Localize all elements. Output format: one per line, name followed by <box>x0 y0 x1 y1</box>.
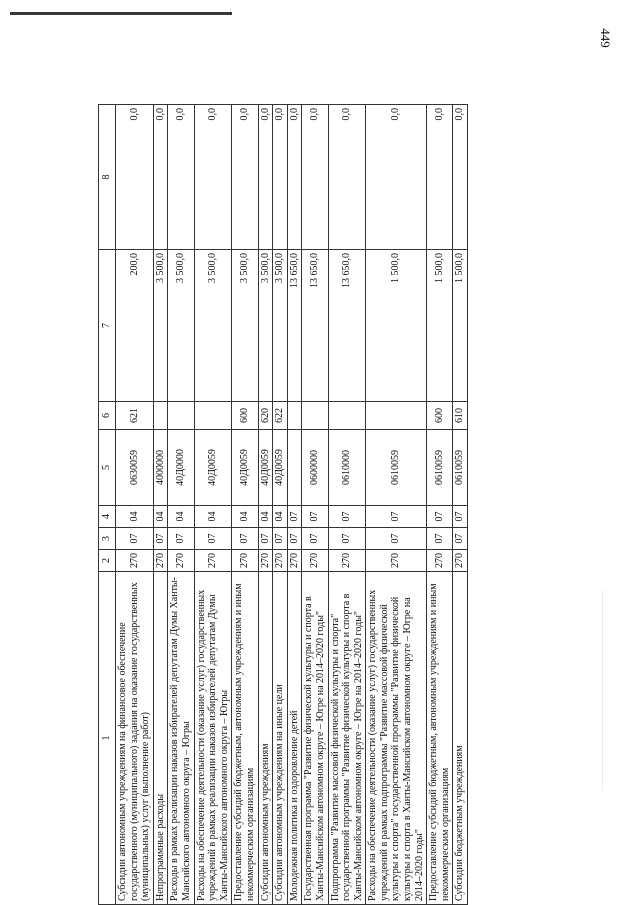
ministry-code: 270 <box>273 550 288 572</box>
table-row <box>273 105 288 905</box>
amount: 3 500,0 <box>194 250 232 402</box>
row-name: Непрограммные расходы <box>153 572 168 905</box>
expense-type-code <box>328 402 366 430</box>
amount: 13 650,0 <box>302 250 328 402</box>
row-name: Субсидии бюджетным учреждениям <box>453 572 468 905</box>
row-name: Молодежная политика и оздоровление детей <box>287 572 302 905</box>
column-header: 3 <box>99 528 116 550</box>
column-number-row <box>99 105 116 905</box>
row-name: Государственная программа "Развитие физической культуры и спорта в Ханты-Мансийском автономном округе – Югре на 2014–2020 годы" <box>302 572 328 905</box>
ministry-code: 270 <box>194 550 232 572</box>
target-article-code: 0610059 <box>427 430 453 506</box>
section-code: 07 <box>232 528 258 550</box>
table-row <box>116 105 154 905</box>
column-header: 4 <box>99 506 116 528</box>
table-row <box>427 105 453 905</box>
amount: 1 500,0 <box>427 250 453 402</box>
column-header: 2 <box>99 550 116 572</box>
target-article-code: 4000000 <box>153 430 168 506</box>
amount-second: 0,0 <box>232 105 258 250</box>
amount-second: 0,0 <box>116 105 154 250</box>
amount-second: 0,0 <box>168 105 194 250</box>
amount: 3 500,0 <box>258 250 273 402</box>
amount-second: 0,0 <box>273 105 288 250</box>
column-header: 1 <box>99 572 116 905</box>
amount: 3 500,0 <box>273 250 288 402</box>
ministry-code: 270 <box>258 550 273 572</box>
amount-second: 0,0 <box>194 105 232 250</box>
amount: 3 500,0 <box>232 250 258 402</box>
table-row <box>328 105 366 905</box>
scan-smudge <box>230 8 231 14</box>
ministry-code: 270 <box>366 550 427 572</box>
subsection-code: 07 <box>366 506 427 528</box>
expense-type-code <box>302 402 328 430</box>
amount: 3 500,0 <box>153 250 168 402</box>
target-article-code: 0600000 <box>302 430 328 506</box>
expense-type-code <box>366 402 427 430</box>
expense-type-code <box>287 402 302 430</box>
scan-top-rule <box>10 12 232 15</box>
section-code: 07 <box>258 528 273 550</box>
amount: 1 500,0 <box>453 250 468 402</box>
row-name: Предоставление субсидий бюджетным, автономным учреждениям и иным некоммерческим организациям <box>427 572 453 905</box>
row-name: Подпрограмма "Развитие массовой физической культуры и спорта" государственной программы "Развитие физической культуры и спорта в Ханты-Мансийском автономном округе – Югре на 2014–2020 годы" <box>328 572 366 905</box>
expense-type-code: 600 <box>427 402 453 430</box>
target-article-code: 40Д0059 <box>273 430 288 506</box>
amount: 1 500,0 <box>366 250 427 402</box>
expense-type-code <box>153 402 168 430</box>
expense-type-code <box>194 402 232 430</box>
amount-second: 0,0 <box>153 105 168 250</box>
section-code: 07 <box>328 528 366 550</box>
table-row <box>168 105 194 905</box>
ministry-code: 270 <box>302 550 328 572</box>
subsection-code: 07 <box>287 506 302 528</box>
subsection-code: 04 <box>168 506 194 528</box>
amount-second: 0,0 <box>287 105 302 250</box>
table-row <box>232 105 258 905</box>
budget-table <box>98 104 468 905</box>
row-name: Расходы на обеспечение деятельности (оказание услуг) государственных учреждений в рамках реализации наказов избирателей депутатам Думы Ханты-Мансийского автономного округа – Югры <box>194 572 232 905</box>
ministry-code: 270 <box>153 550 168 572</box>
subsection-code: 07 <box>302 506 328 528</box>
ministry-code: 270 <box>232 550 258 572</box>
expense-type-code: 621 <box>116 402 154 430</box>
target-article-code: 0610059 <box>453 430 468 506</box>
subsection-code: 04 <box>258 506 273 528</box>
ministry-code: 270 <box>328 550 366 572</box>
row-name: Расходы на обеспечение деятельности (оказание услуг) государственных учреждений в рамках подпрограммы "Развитие массовой физической культуры и спорта" государственной программы "Развитие физической культуры и спорта в Ханты-Мансийском автономном округе – Югре на 2014–2020 годы" <box>366 572 427 905</box>
rotated-page <box>98 105 558 905</box>
row-name: Субсидии автономным учреждениям <box>258 572 273 905</box>
ministry-code: 270 <box>287 550 302 572</box>
expense-type-code: 610 <box>453 402 468 430</box>
section-code: 07 <box>273 528 288 550</box>
column-header: 8 <box>99 105 116 250</box>
ministry-code: 270 <box>116 550 154 572</box>
column-header: 6 <box>99 402 116 430</box>
ministry-code: 270 <box>453 550 468 572</box>
target-article-code: 0630059 <box>116 430 154 506</box>
expense-type-code <box>168 402 194 430</box>
expense-type-code: 600 <box>232 402 258 430</box>
expense-type-code: 622 <box>273 402 288 430</box>
subsection-code: 04 <box>273 506 288 528</box>
amount-second: 0,0 <box>302 105 328 250</box>
subsection-code: 07 <box>427 506 453 528</box>
section-code: 07 <box>116 528 154 550</box>
section-code: 07 <box>194 528 232 550</box>
amount: 200,0 <box>116 250 154 402</box>
target-article-code: 0610000 <box>328 430 366 506</box>
table-row <box>194 105 232 905</box>
table-row <box>287 105 302 905</box>
row-name: Субсидии автономным учреждениям на финансовое обеспечение государственного (муниципального) задания на оказание государственных (муниципальных) услуг (выполнение работ) <box>116 572 154 905</box>
page-number: 449 <box>598 28 613 48</box>
target-article-code: 40Д0059 <box>232 430 258 506</box>
row-name: Предоставление субсидий бюджетным, автономным учреждениям и иным некоммерческим организациям <box>232 572 258 905</box>
scan-smudge <box>602 590 603 790</box>
section-code: 07 <box>153 528 168 550</box>
amount-second: 0,0 <box>427 105 453 250</box>
subsection-code: 04 <box>153 506 168 528</box>
row-name: Расходы в рамках реализации наказов избирателей депутатам Думы Ханты-Мансийского автономного округа – Югры <box>168 572 194 905</box>
subsection-code: 07 <box>328 506 366 528</box>
row-name: Субсидии автономным учреждениям на иные цели <box>273 572 288 905</box>
subsection-code: 04 <box>116 506 154 528</box>
amount: 13 650,0 <box>287 250 302 402</box>
subsection-code: 04 <box>194 506 232 528</box>
amount-second: 0,0 <box>328 105 366 250</box>
section-code: 07 <box>287 528 302 550</box>
table-row <box>453 105 468 905</box>
target-article-code: 0610059 <box>366 430 427 506</box>
section-code: 07 <box>427 528 453 550</box>
column-header: 7 <box>99 250 116 402</box>
amount-second: 0,0 <box>453 105 468 250</box>
target-article-code: 40Д0059 <box>258 430 273 506</box>
amount-second: 0,0 <box>366 105 427 250</box>
section-code: 07 <box>453 528 468 550</box>
section-code: 07 <box>366 528 427 550</box>
amount: 13 650,0 <box>328 250 366 402</box>
target-article-code <box>287 430 302 506</box>
subsection-code: 04 <box>232 506 258 528</box>
amount: 3 500,0 <box>168 250 194 402</box>
target-article-code: 40Д0059 <box>194 430 232 506</box>
table-row <box>153 105 168 905</box>
ministry-code: 270 <box>168 550 194 572</box>
expense-type-code: 620 <box>258 402 273 430</box>
table-row <box>302 105 328 905</box>
ministry-code: 270 <box>427 550 453 572</box>
section-code: 07 <box>302 528 328 550</box>
subsection-code: 07 <box>453 506 468 528</box>
amount-second: 0,0 <box>258 105 273 250</box>
target-article-code: 40Д0000 <box>168 430 194 506</box>
table-row <box>258 105 273 905</box>
section-code: 07 <box>168 528 194 550</box>
table-row <box>366 105 427 905</box>
column-header: 5 <box>99 430 116 506</box>
